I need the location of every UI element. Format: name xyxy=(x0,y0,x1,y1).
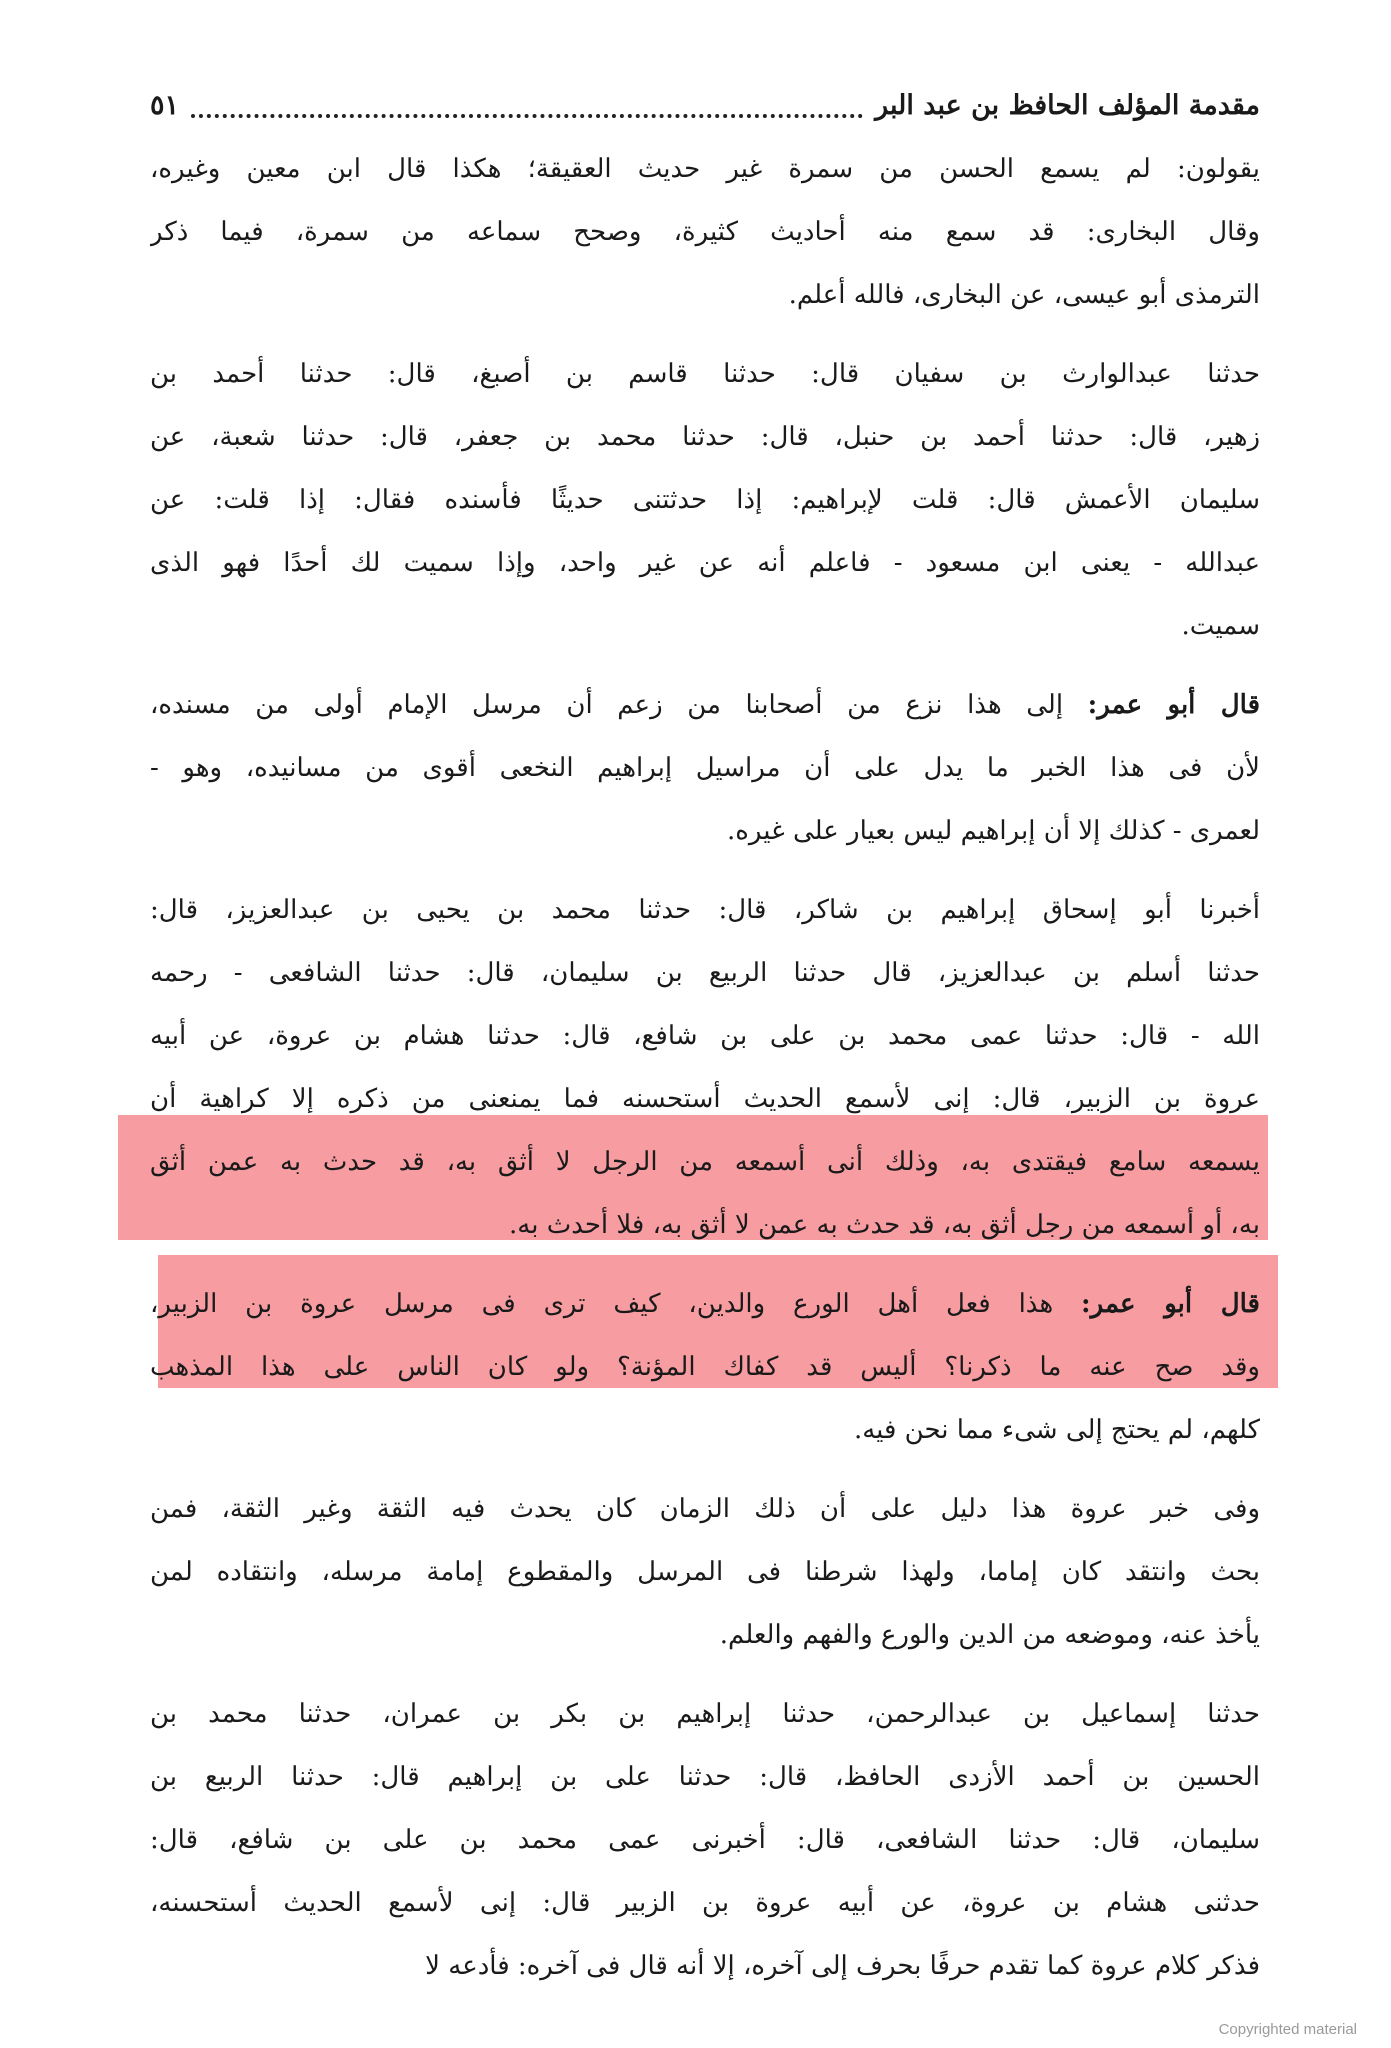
text-line xyxy=(150,343,1260,406)
paragraph xyxy=(150,879,1260,1257)
text-line xyxy=(150,469,1260,532)
line-text: أخبرنا أبو إسحاق إبراهيم بن شاكر، قال: حدثنا محمد بن يحيى بن عبدالعزيز، قال: xyxy=(150,895,1260,925)
line-text: زهير، قال: حدثنا أحمد بن حنبل، قال: حدثنا محمد بن جعفر، قال: حدثنا شعبة، عن xyxy=(150,422,1260,452)
line-text: بحث وانتقد كان إماما، ولهذا شرطنا فى المرسل والمقطوع إمامة مرسله، وانتقاده لمن xyxy=(150,1557,1260,1587)
line-text: به، أو أسمعه من رجل أثق به، قد حدث به عمن لا أثق به، فلا أحدث به. xyxy=(509,1210,1260,1240)
text-line xyxy=(150,1131,1260,1194)
text-line xyxy=(150,1005,1260,1068)
line-text: يأخذ عنه، وموضعه من الدين والورع والفهم والعلم. xyxy=(719,1620,1260,1650)
paragraph-lead: قال أبو عمر: xyxy=(1081,1289,1260,1319)
line-text: حدثنا عبدالوارث بن سفيان قال: حدثنا قاسم بن أصبغ، قال: حدثنا أحمد بن xyxy=(150,359,1260,389)
line-text: سليمان الأعمش قال: قلت لإبراهيم: إذا حدثتنى حديثًا فأسنده فقال: إذا قلت: عن xyxy=(150,485,1260,515)
text-line xyxy=(150,737,1260,800)
text-line xyxy=(150,800,1260,863)
line-text: حدثنى هشام بن عروة، عن أبيه عروة بن الزبير قال: إنى لأسمع الحديث أستحسنه، xyxy=(150,1888,1260,1918)
line-text: حدثنا أسلم بن عبدالعزيز، قال حدثنا الربيع بن سليمان، قال: حدثنا الشافعى - رحمه xyxy=(150,958,1260,988)
line-text: هذا فعل أهل الورع والدين، كيف ترى فى مرسل عروة بن الزبير، xyxy=(150,1289,1054,1319)
body-text xyxy=(150,138,1260,1998)
text-line xyxy=(150,1068,1260,1131)
paragraph-lead: قال أبو عمر: xyxy=(1087,690,1260,720)
text-line xyxy=(150,1336,1260,1399)
line-text: الله - قال: حدثنا عمى محمد بن على بن شافع، قال: حدثنا هشام بن عروة، عن أبيه xyxy=(150,1021,1260,1051)
line-text: وقال البخارى: قد سمع منه أحاديث كثيرة، وصحح سماعه من سمرة، فيما ذكر xyxy=(150,217,1260,247)
line-text: لعمرى - كذلك إلا أن إبراهيم ليس بعيار على غيره. xyxy=(727,816,1260,846)
line-text: لأن فى هذا الخبر ما يدل على أن مراسيل إبراهيم النخعى أقوى من مسانيده، وهو - xyxy=(150,753,1260,783)
line-text: حدثنا إسماعيل بن عبدالرحمن، حدثنا إبراهيم بن بكر بن عمران، حدثنا محمد بن xyxy=(150,1699,1260,1729)
line-text: عروة بن الزبير، قال: إنى لأسمع الحديث أستحسنه فما يمنعنى من ذكره إلا كراهية أن xyxy=(150,1084,1260,1114)
text-line xyxy=(150,1478,1260,1541)
line-text: إلى هذا نزع من أصحابنا من زعم أن مرسل الإمام أولى من مسنده، xyxy=(150,690,1064,720)
copyright-watermark: Copyrighted material xyxy=(1218,2021,1357,2038)
text-line xyxy=(150,264,1260,327)
page-number: ٥١ xyxy=(150,90,180,121)
book-page xyxy=(150,84,1260,2024)
line-text: الحسين بن أحمد الأزدى الحافظ، قال: حدثنا على بن إبراهيم قال: حدثنا الربيع بن xyxy=(150,1762,1260,1792)
text-line xyxy=(150,942,1260,1005)
text-line xyxy=(150,1399,1260,1462)
text-line xyxy=(150,1809,1260,1872)
line-text: وقد صح عنه ما ذكرنا؟ أليس قد كفاك المؤنة؟ ولو كان الناس على هذا المذهب xyxy=(150,1352,1260,1382)
header-title: مقدمة المؤلف الحافظ بن عبد البر xyxy=(875,90,1260,121)
text-line xyxy=(150,1604,1260,1667)
text-line xyxy=(150,1541,1260,1604)
paragraph xyxy=(150,674,1260,863)
header-leader-dots xyxy=(191,114,863,118)
text-line xyxy=(150,1683,1260,1746)
text-line xyxy=(150,1194,1260,1257)
text-line xyxy=(150,1935,1260,1998)
line-text: كلهم، لم يحتج إلى شىء مما نحن فيه. xyxy=(853,1415,1260,1445)
paragraph xyxy=(150,138,1260,327)
line-text: عبدالله - يعنى ابن مسعود - فاعلم أنه عن غير واحد، وإذا سميت لك أحدًا فهو الذى xyxy=(150,548,1260,578)
line-text: سميت. xyxy=(1181,611,1260,641)
text-line xyxy=(150,595,1260,658)
text-line xyxy=(150,532,1260,595)
line-text: يقولون: لم يسمع الحسن من سمرة غير حديث العقيقة؛ هكذا قال ابن معين وغيره، xyxy=(150,154,1260,184)
text-line xyxy=(150,1273,1260,1336)
text-line xyxy=(150,406,1260,469)
paragraph xyxy=(150,1683,1260,1998)
line-text: الترمذى أبو عيسى، عن البخارى، فالله أعلم. xyxy=(788,280,1260,310)
line-text: وفى خبر عروة هذا دليل على أن ذلك الزمان كان يحدث فيه الثقة وغير الثقة، فمن xyxy=(150,1494,1260,1524)
line-text: فذكر كلام عروة كما تقدم حرفًا بحرف إلى آخره، إلا أنه قال فى آخره: فأدعه لا xyxy=(425,1951,1260,1981)
paragraph xyxy=(150,1478,1260,1667)
text-line xyxy=(150,674,1260,737)
text-line xyxy=(150,1746,1260,1809)
paragraph xyxy=(150,1273,1260,1462)
text-line xyxy=(150,1872,1260,1935)
text-line xyxy=(150,138,1260,201)
line-text: يسمعه سامع فيقتدى به، وذلك أنى أسمعه من الرجل لا أثق به، قد حدث به عمن أثق xyxy=(150,1147,1260,1177)
text-line xyxy=(150,879,1260,942)
text-line xyxy=(150,201,1260,264)
line-text: سليمان، قال: حدثنا الشافعى، قال: أخبرنى عمى محمد بن على بن شافع، قال: xyxy=(150,1825,1260,1855)
paragraph xyxy=(150,343,1260,658)
running-header xyxy=(150,84,1260,128)
